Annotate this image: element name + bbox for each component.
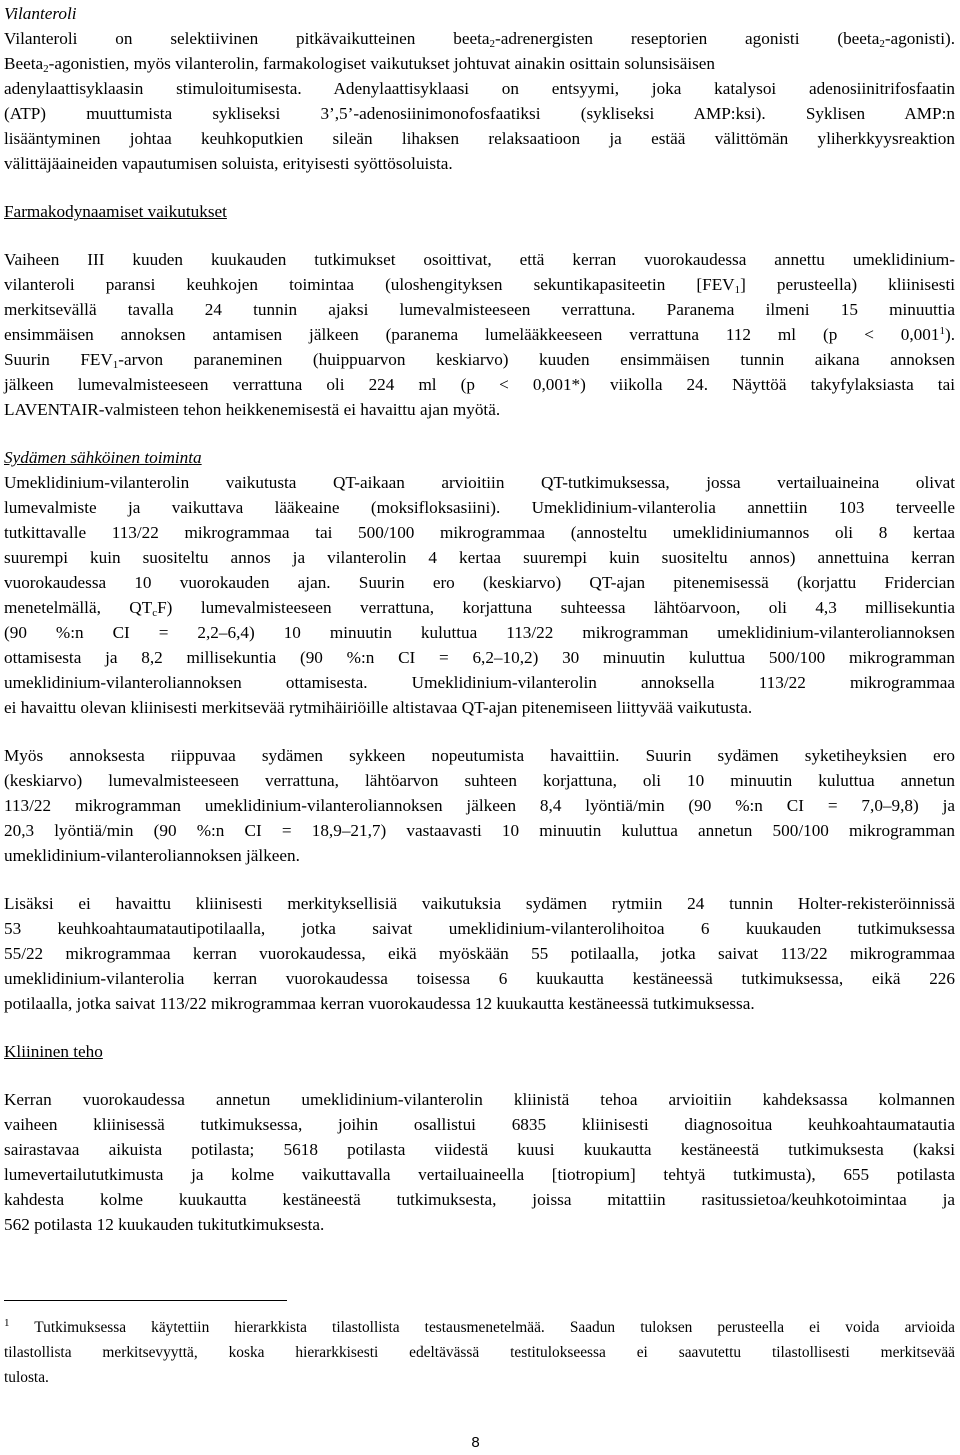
paragraph-line: Vilanteroli on selektiivinen pitkävaikutteinen beeta$_2$-adrenergisten reseptorien agonisti (beeta$_2$-agonisti). [4,29,955,50]
paragraph-line: menetelmällä, $QT_cF$) lumevalmisteeseen verrattuna, korjattuna suhteessa lähtöarvoon, oli 4,3 millisekuntia [4,598,955,619]
paragraph-line: 55/22 mikrogrammaa kerran vuorokaudessa, eikä myöskään 55 potilaalla, jotka saivat 113/22 mikrogrammaa [4,944,955,963]
spacer [4,720,955,743]
footnote-line: tilastollista merkitsevyyttä, koska hierarkkisesti edeltävässä testitulokseessa ei saavutettu tilastollisesti merkitsevää [4,1344,955,1361]
footnote-marker: 1 [4,1317,10,1329]
spacer [4,224,955,247]
paragraph-line: Suurin $FEV_1$-arvon paraneminen (huippuarvon keskiarvo) kuuden ensimmäisen tunnin aikana annoksen [4,350,955,371]
spacer [4,1064,955,1087]
paragraph-line: Vaiheen III kuuden kuukauden tutkimukset osoittivat, että kerran vuorokaudessa annettu umeklidinium- [4,250,955,269]
spacer [4,1016,955,1039]
paragraph-line: merkitsevällä tavalla 24 tunnin ajaksi lumevalmisteeseen verrattuna. Paranema ilmeni 15 minuuttia [4,300,955,319]
paragraph-line: vilanteroli paransi keuhkojen toimintaa (uloshengityksen sekuntikapasiteetin $[FEV_1]$ perusteella) kliinisesti [4,275,955,296]
paragraph-line: (ATP) muuttumista sykliseksi 3’,5’-adenosiinimonofosfaatiksi (sykliseksi AMP:ksi). Syklisen AMP:n [4,104,955,123]
footnote-line: tulosta. [4,1369,49,1386]
document-page [4,1,955,1237]
page-number: 8 [471,1434,480,1451]
footnote-divider [4,1300,287,1301]
paragraph-line: ottamisesta ja 8,2 millisekuntia (90 %:n CI = 6,2–10,2) 30 minuutin kuluttua 500/100 mikrogramman [4,648,955,667]
paragraph-line: Myös annoksesta riippuvaa sydämen sykkeen nopeutumista havaittiin. Suurin sydämen syketiheyksien ero [4,746,955,765]
paragraph-line: vaiheen kliinisessä tutkimuksessa, joihin osallistui 6835 kliinisesti diagnosoitua keuhkoahtaumatautia [4,1115,955,1134]
paragraph-line: umeklidinium-vilanterolia kerran vuorokaudessa toisessa 6 kuukautta kestäneessä tutkimuksessa, eikä 226 [4,969,955,988]
paragraph-line: potilaalla, jotka saivat 113/22 mikrogrammaa kerran vuorokaudessa 12 kuukautta kestäneessä tutkimuksessa. [4,994,755,1013]
footnote [4,1315,955,1390]
paragraph-line: (keskiarvo) lumevalmisteeseen verrattuna, lähtöarvon suhteen korjattuna, oli 10 minuutin kuluttua annetun [4,771,955,790]
paragraph-line: lumevertailututkimusta ja kolme vaikuttavalla vertailuaineella [tiotropium] tehtyä tutkimusta), 655 potilasta [4,1165,955,1184]
paragraph-line: umeklidinium-vilanteroliannoksen jälkeen. [4,846,300,865]
paragraph-line: 562 potilasta 12 kuukauden tukitutkimuksesta. [4,1215,325,1234]
spacer [4,422,955,445]
paragraph-line: tutkittavalle 113/22 mikrogrammaa tai 500/100 mikrogrammaa (annosteltu umeklidiniumannos oli 8 kertaa [4,523,955,542]
spacer [4,176,955,199]
paragraph-line: välittäjäaineiden vapautumisen soluista, erityisesti syöttösoluista. [4,154,453,173]
paragraph-line: Lisäksi ei havaittu kliinisesti merkityksellisiä vaikutuksia sydämen rytmiin 24 tunnin Holter-rekisteröinnissä [4,894,955,913]
paragraph-line: Umeklidinium-vilanterolin vaikutusta QT-aikaan arvioitiin QT-tutkimuksessa, jossa vertailuaineina olivat [4,473,955,492]
paragraph-line: Beeta$_2$-agonistien, myös vilanterolin, farmakologiset vaikutukset johtuvat ainakin osittain solunsisäisen [4,54,716,75]
paragraph-line: 113/22 mikrogramman umeklidinium-vilanteroliannoksen jälkeen 8,4 lyöntiä/min (90 %:n CI = 7,0–9,8) ja [4,796,955,815]
paragraph-line: sairastavaa aikuista potilasta; 5618 potilasta viidestä kuusi kuukautta kestäneestä tutkimuksesta (kaksi [4,1140,955,1159]
paragraph-line: lisääntyminen johtaa keuhkoputkien sileän lihaksen relaksaatioon ja estää välittömän yliherkkyysreaktion [4,129,955,148]
paragraph-line: vuorokaudessa 10 vuorokauden ajan. Suurin ero (keskiarvo) QT-ajan pitenemisessä (korjattu Fridercian [4,573,955,592]
paragraph-line: Kerran vuorokaudessa annetun umeklidinium-vilanterolin kliinistä tehoa arvioitiin kahdeksassa kolmannen [4,1090,955,1109]
paragraph-line: 20,3 lyöntiä/min (90 %:n CI = 18,9–21,7) vastaavasti 10 minuutin kuluttua annetun 500/100 mikrogramman [4,821,955,840]
footnote-line: $^1$ Tutkimuksessa käytettiin hierarkkista tilastollista testausmenetelmää. Saadun tuloksen perusteella ei voida arvioida [4,1317,955,1336]
section-heading-cardiac: Sydämen sähköinen toiminta [4,448,202,467]
section-heading-clinical-efficacy: Kliininen teho [4,1042,103,1061]
paragraph-line: LAVENTAIR-valmisteen tehon heikkenemisestä ei havaittu ajan myötä. [4,400,501,419]
paragraph-line: ei havaittu olevan kliinisesti merkitsevää rytmihäiriöille altistavaa QT-ajan pitenemiseen liittyvää vaikutusta. [4,698,753,717]
spacer [4,868,955,891]
paragraph-line: (90 %:n CI = 2,2–6,4) 10 minuutin kuluttua 113/22 mikrogramman umeklidinium-vilanteroliannoksen [4,623,955,642]
paragraph-line: kahdesta kolme kuukautta kestäneestä tutkimuksesta, joissa mitattiin rasitussietoa/keuhkotoimintaa ja [4,1190,955,1209]
section-heading-vilanterol: Vilanteroli [4,4,77,23]
paragraph-line: suurempi kuin suositeltu annos ja vilanterolin 4 kertaa suurempi kuin suositeltu annos) annettuina kerran [4,548,955,567]
paragraph-line: jälkeen lumevalmisteeseen verrattuna oli 224 ml (p < 0,001*) viikolla 24. Näyttöä takyfylaksiasta tai [4,375,955,394]
paragraph-line: umeklidinium-vilanteroliannoksen ottamisesta. Umeklidinium-vilanterolin annoksella 113/22 mikrogrammaa [4,673,955,692]
paragraph-line: lumevalmiste ja vaikuttava lääkeaine (moksifloksasiini). Umeklidinium-vilanterolia annettiin 103 terveelle [4,498,955,517]
paragraph-line: adenylaattisyklaasin stimuloitumisesta. Adenylaattisyklaasi on entsyymi, joka katalysoi adenosiinitrifosfaatin [4,79,955,98]
paragraph-line: ensimmäisen annoksen antamisen jälkeen (paranema lumelääkkeeseen verrattuna 112 ml $(p < 0,001^1)$. [4,325,955,344]
paragraph-line: 53 keuhkoahtaumatautipotilaalla, jotka saivat umeklidinium-vilanterolihoitoa 6 kuukauden tutkimuksessa [4,919,955,938]
section-heading-pharmacodynamics: Farmakodynaamiset vaikutukset [4,202,227,221]
